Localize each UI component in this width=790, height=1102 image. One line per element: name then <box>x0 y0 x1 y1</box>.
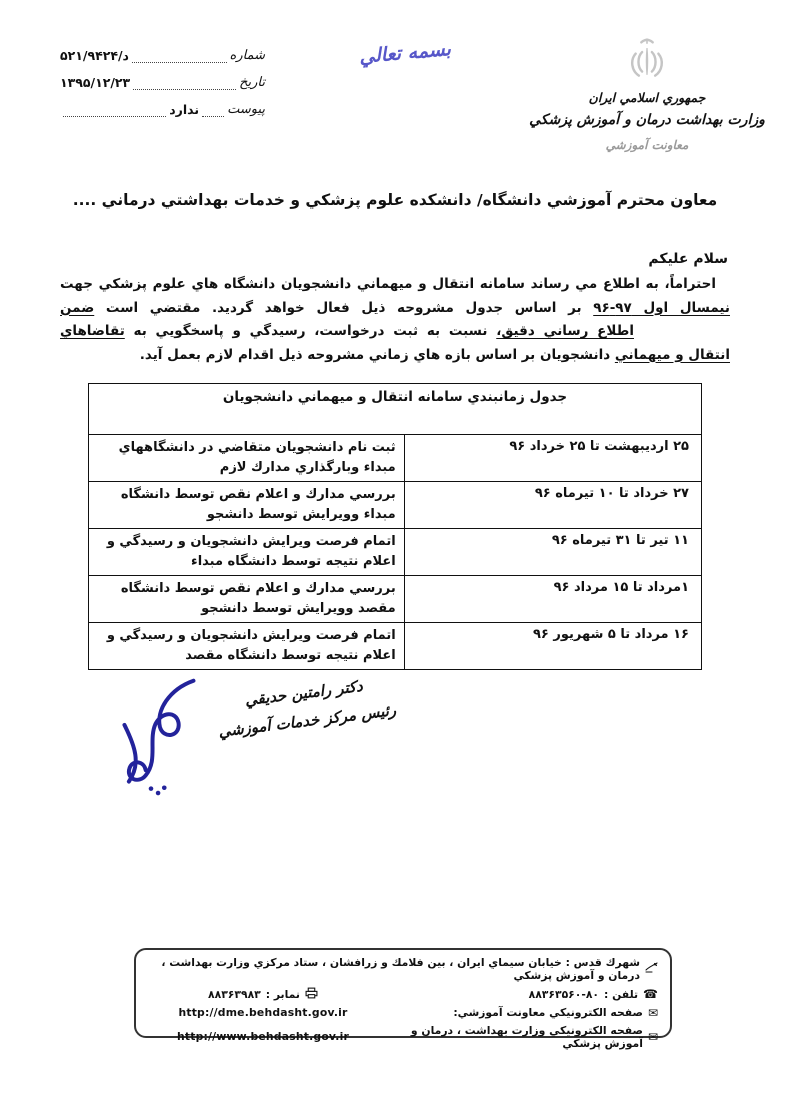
meta-row-number <box>60 48 265 63</box>
footer-address-line <box>148 956 658 982</box>
footer-ministry-page-row <box>148 1024 658 1050</box>
schedule-table <box>88 383 702 670</box>
footer-phone-fax-row <box>148 987 658 1002</box>
footer-contact-box <box>134 948 672 1050</box>
footer-ministry-url-cell <box>148 1030 378 1043</box>
fax-icon <box>305 987 318 1002</box>
body-segment: تقاضاهاي انتقال و ميهماني <box>60 323 730 363</box>
ministry-page-label: صفحه الكترونيكي وزارت بهداشت ، درمان و آموزش پزشكي <box>410 1023 643 1050</box>
fax-value: ۸۸۳۶۳۹۸۳ <box>208 987 261 1001</box>
attachment-label: پيوست <box>227 102 265 117</box>
edu-page-url: http://dme.behdasht.gov.ir <box>178 1006 348 1019</box>
body-segment: احتراماً، به اطلاع مي رساند سامانه انتقال و ميهماني دانشجويان دانشگاه هاي علوم پزشكي جهت <box>60 276 716 292</box>
handwritten-signature-icon <box>105 670 220 806</box>
body-segment: نسبت به ثبت درخواست، رسيدگي و پاسخگويي به <box>124 323 497 339</box>
footer-edu-page <box>378 1006 658 1019</box>
letterhead-government-block <box>522 34 772 152</box>
schedule-row <box>89 482 702 529</box>
bismillah-calligraphy: بسمه تعالي <box>358 38 452 68</box>
gov-line-republic: جمهوري اسلامي ايران <box>588 90 706 105</box>
body-segment: اطلاع رساني دقيق، <box>496 323 634 339</box>
schedule-row <box>89 435 702 482</box>
footer-edu-page-row <box>148 1006 658 1019</box>
footer-fax <box>148 987 378 1002</box>
body-segment: نيمسال اول ۹۷-۹۶ <box>593 299 730 316</box>
phone-icon: ☎ <box>643 987 658 1001</box>
recipient-title: معاون محترم آموزشي دانشگاه/ دانشكده علوم پزشكي و خدمات بهداشتي درماني .... <box>72 191 718 209</box>
signatory-name: دكتر رامتين حديقي <box>243 676 364 710</box>
schedule-table-title: جدول زمانبندي سامانه انتقال و ميهماني دانشجويان <box>89 384 702 435</box>
body-segment: دانشجويان بر اساس بازه هاي زماني مشروحه ذيل اقدام لازم بعمل آيد. <box>139 346 615 363</box>
dotted-leader <box>132 51 227 63</box>
number-label: شماره <box>229 48 265 63</box>
activity-cell: اتمام فرصت ويرايش دانشجويان و رسيدگي و اعلام نتيجه توسط دانشگاه مبداء <box>89 529 405 576</box>
footer-address-text: شهرك قدس : خيابان سيماي ايران ، بين فلامك و زرافشان ، ستاد مركزي وزارت بهداشت ، درمان و آموزش پزشكي <box>161 956 640 982</box>
dotted-leader <box>63 105 166 117</box>
activity-cell: اتمام فرصت ويرايش دانشجويان و رسيدگي و اعلام نتيجه توسط دانشگاه مقصد <box>89 623 405 670</box>
phone-label: تلفن : <box>604 987 639 1001</box>
phone-value: ۸۸۳۶۳۵۶۰-۸۰ <box>528 987 600 1001</box>
gov-line-ministry: وزارت بهداشت درمان و آموزش پزشكي <box>529 112 765 128</box>
writing-hand-icon <box>645 962 658 976</box>
salutation: سلام عليكم <box>648 251 728 267</box>
gov-line-deputy: معاونت آموزشي <box>605 138 689 152</box>
letter-body-paragraph <box>60 273 730 367</box>
iran-emblem-icon <box>522 34 772 90</box>
envelope-icon: ✉ <box>647 1029 658 1044</box>
body-segment: ضمن <box>60 299 95 316</box>
envelope-icon: ✉ <box>647 1005 658 1020</box>
dotted-leader <box>202 105 224 117</box>
signatory-title: رئيس مركز خدمات آموزشي <box>217 701 397 741</box>
fax-label: نمابر : <box>265 987 300 1001</box>
footer-edu-url-cell <box>148 1006 378 1019</box>
activity-cell: بررسي مدارك و اعلام نقص توسط دانشگاه مبداء وويرايش توسط دانشجو <box>89 482 405 529</box>
schedule-row <box>89 529 702 576</box>
date-value: ۱۳۹۵/۱۲/۲۳ <box>60 75 131 90</box>
footer-ministry-page <box>378 1024 658 1050</box>
footer-phone <box>378 988 658 1001</box>
letter-meta-block <box>60 48 265 129</box>
period-cell: ۲۵ ارديبهشت تا ۲۵ خرداد ۹۶ <box>404 435 701 482</box>
schedule-table-body <box>89 384 702 670</box>
schedule-header-row <box>89 384 702 435</box>
edu-page-label: صفحه الكترونيكي معاونت آموزشي: <box>453 1006 643 1019</box>
activity-cell: ثبت نام دانشجويان متقاضي در دانشگاههاي مبداء وبارگذاري مدارك لازم <box>89 435 405 482</box>
signature-block <box>105 668 405 803</box>
activity-cell: بررسي مدارك و اعلام نقص توسط دانشگاه مقصد وويرايش توسط دانشجو <box>89 576 405 623</box>
ministry-page-url: http://www.behdasht.gov.ir <box>176 1030 350 1043</box>
date-label: تاريخ <box>239 75 265 90</box>
dotted-leader <box>133 78 236 90</box>
meta-row-attachment <box>60 102 265 117</box>
number-value: د/۵۲۱/۹۴۲۴ <box>60 48 129 63</box>
period-cell: ۱مرداد تا ۱۵ مرداد ۹۶ <box>404 576 701 623</box>
schedule-row <box>89 576 702 623</box>
attachment-value: ندارد <box>169 102 200 117</box>
signatory <box>211 673 400 741</box>
meta-row-date <box>60 75 265 90</box>
schedule-row <box>89 623 702 670</box>
period-cell: ۲۷ خرداد تا ۱۰ تيرماه ۹۶ <box>404 482 701 529</box>
period-cell: ۱۱ تير تا ۳۱ تيرماه ۹۶ <box>404 529 701 576</box>
body-segment: بر اساس جدول مشروحه ذيل فعال خواهد گرديد. مقتضي است <box>94 299 594 316</box>
period-cell: ۱۶ مرداد تا ۵ شهريور ۹۶ <box>404 623 701 670</box>
